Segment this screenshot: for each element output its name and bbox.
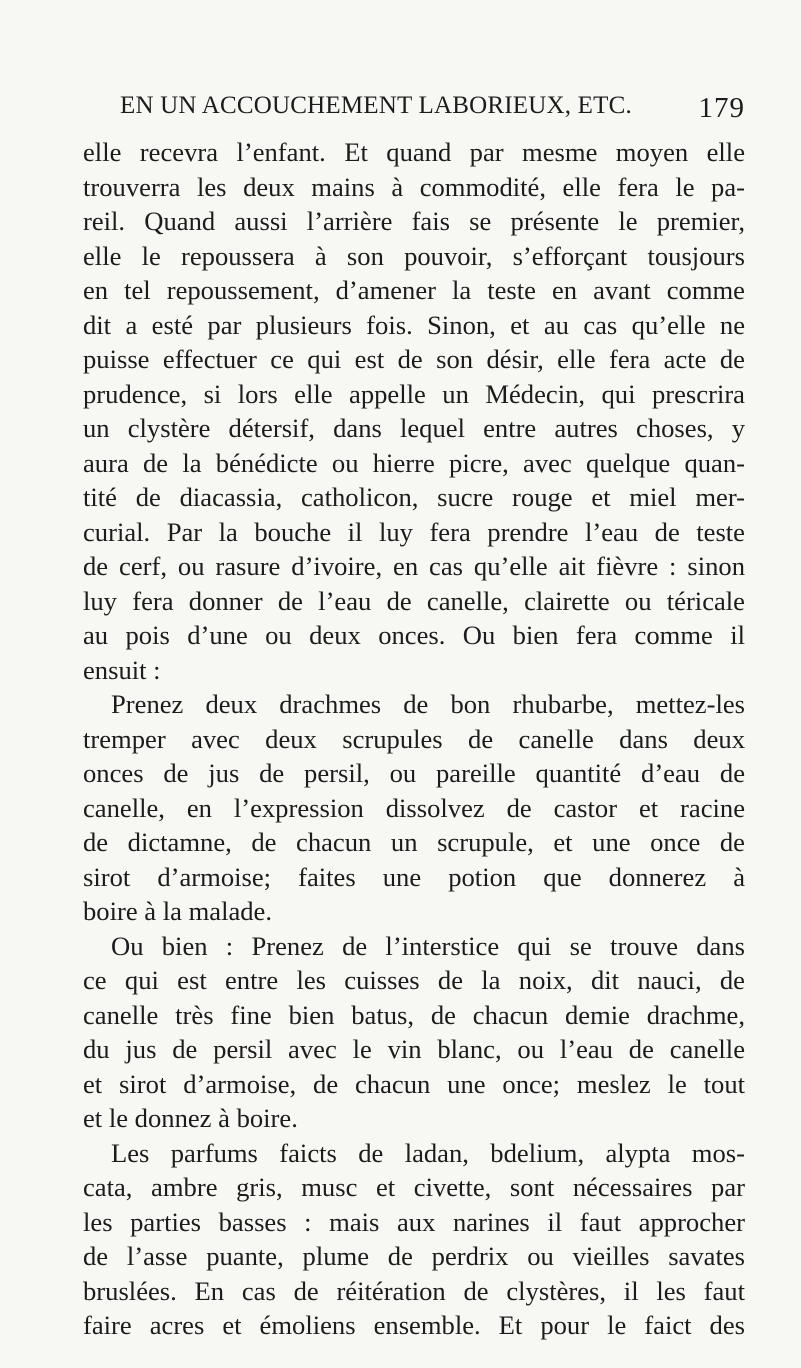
text-line: faire acres et émoliens ensemble. Et pour le faict des [83, 1310, 745, 1340]
text-line: ce qui est entre les cuisses de la noix, dit nauci, de [83, 965, 745, 995]
text-line: de dictamne, de chacun un scrupule, et une once de [83, 827, 745, 857]
text-line: reil. Quand aussi l’arrière fais se présente le premier, [83, 206, 745, 236]
text-line: canelle très fine bien batus, de chacun demie drachme, [83, 999, 745, 1030]
text-line: tité de diacassia, catholicon, sucre rouge et miel mer- [83, 482, 745, 512]
text-line: en tel repoussement, d’amener la teste en avant comme [83, 275, 745, 305]
text-line: sirot d’armoise; faites une potion que donnerez à [83, 861, 745, 892]
text-line: luy fera donner de l’eau de canelle, clairette ou téricale [83, 585, 745, 616]
text-line: onces de jus de persil, ou pareille quantité d’eau de [83, 758, 745, 788]
text-line: et le donnez à boire. [83, 1103, 298, 1133]
paragraph [83, 929, 745, 1136]
text-line: ensuit : [83, 654, 161, 685]
text-line: Prenez deux drachmes de bon rhubarbe, mettez-les [111, 689, 745, 719]
text-line: tremper avec deux scrupules de canelle dans deux [83, 723, 745, 754]
running-title: EN UN ACCOUCHEMENT LABORIEUX, ETC. [120, 92, 632, 119]
text-line: boire à la malade. [83, 896, 273, 926]
text-line: puisse effectuer ce qui est de son désir, elle fera acte de [83, 344, 745, 374]
text-line: aura de la bénédicte ou hierre picre, avec quelque quan- [83, 447, 745, 478]
text-line: et sirot d’armoise, de chacun une once; meslez le tout [83, 1068, 745, 1099]
text-line: cata, ambre gris, musc et civette, sont nécessaires par [83, 1172, 745, 1202]
text-line: curial. Par la bouche il luy fera prendre l’eau de teste [83, 516, 745, 547]
running-head [83, 92, 745, 126]
text-line: elle recevra l’enfant. Et quand par mesme moyen elle [83, 137, 745, 167]
text-line: bruslées. En cas de réitération de clystères, il les faut [83, 1275, 745, 1306]
text-line: prudence, si lors elle appelle un Médecin, qui prescrira [83, 378, 745, 409]
text-line: canelle, en l’expression dissolvez de castor et racine [83, 792, 745, 823]
text-line: Les parfums faicts de ladan, bdelium, alypta mos- [111, 1137, 745, 1168]
page-number: 179 [698, 92, 745, 124]
paragraph [83, 135, 745, 687]
text-line: Ou bien : Prenez de l’interstice qui se trouve dans [111, 930, 745, 961]
text-line: elle le repoussera à son pouvoir, s’efforçant tousjours [83, 240, 745, 271]
text-line: de cerf, ou rasure d’ivoire, en cas qu’elle ait fièvre : sinon [83, 551, 745, 581]
text-line: trouverra les deux mains à commodité, elle fera le pa- [83, 171, 745, 202]
text-line: au pois d’une ou deux onces. Ou bien fera comme il [83, 620, 745, 650]
text-line: un clystère détersif, dans lequel entre autres choses, y [83, 413, 745, 443]
body-text [83, 135, 745, 1343]
text-line: du jus de persil avec le vin blanc, ou l’eau de canelle [83, 1034, 745, 1064]
text-line: dit a esté par plusieurs fois. Sinon, et au cas qu’elle ne [83, 309, 745, 340]
paragraph [83, 1136, 745, 1343]
text-line: de l’asse puante, plume de perdrix ou vieilles savates [83, 1241, 745, 1271]
text-line: les parties basses : mais aux narines il faut approcher [83, 1206, 745, 1237]
paragraph [83, 687, 745, 929]
